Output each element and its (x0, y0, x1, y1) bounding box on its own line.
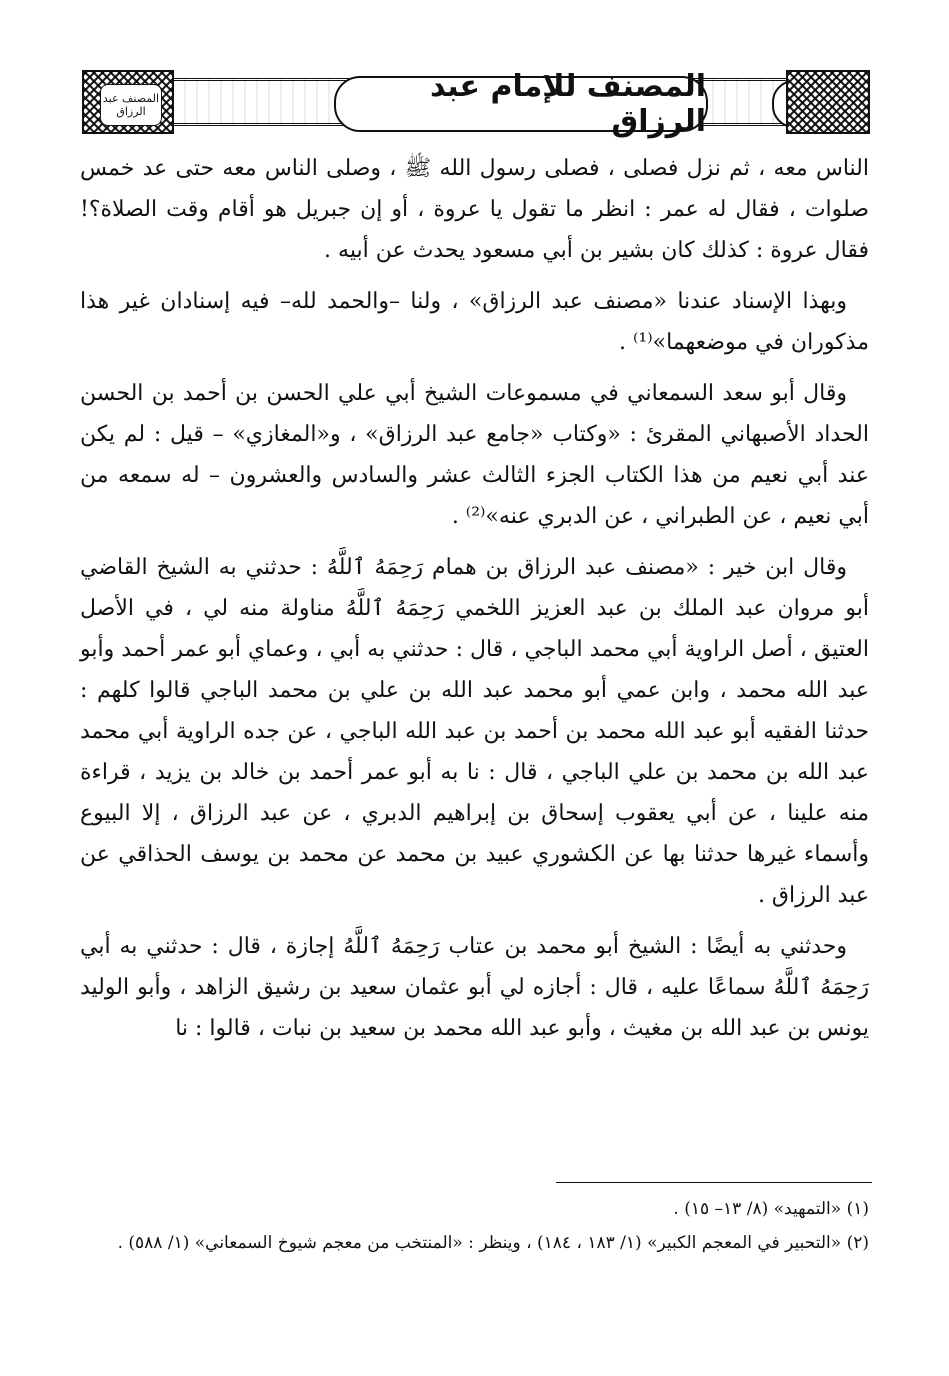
footnote-2: (٢) «التحبير في المعجم الكبير» (١/ ١٨٣ ، ١٨٤) ، وينظر : «المنتخب من معجم شيوخ السمعاني» (١/ ٥٨٨) . (117, 1233, 869, 1253)
main-text (80, 148, 869, 1059)
footnote-separator (556, 1182, 872, 1183)
header-ornament-right (786, 70, 870, 134)
book-title: المصنف للإمام عبد الرزاق (429, 69, 706, 139)
page-header (82, 69, 870, 139)
header-ornament-left (82, 70, 174, 134)
paragraph-2: وبهذا الإسناد عندنا «مصنف عبد الرزاق» ، ولنا –والحمد لله– فيه إسنادان غير هذا مذكوران في موضعهما»⁽¹⁾ . (80, 289, 869, 355)
paragraph-5: وحدثني به أيضًا : الشيخ أبو محمد بن عتاب رَحِمَهُ ٱللَّهُ إجازة ، قال : حدثني به أبي رَحِمَهُ ٱللَّهُ سماعًا عليه ، قال : أجازه لي أبو عثمان سعيد بن رشيق الزاهد ، وأبو الوليد يونس بن عبد الله بن مغيث ، وأبو عبد الله محمد بن سعيد بن نبات ، قالوا : نا (80, 934, 869, 1041)
paragraph-3: وقال أبو سعد السمعاني في مسموعات الشيخ أبي علي الحسن بن أحمد بن الحسن الحداد الأصبهاني المقرئ : «وكتاب «جامع عبد الرزاق» ، و«المغازي» – قيل : لم يكن عند أبي نعيم من هذا الكتاب الجزء الثالث عشر والسادس والعشرون – له سمعه من أبي نعيم ، عن الطبراني ، عن الدبري عنه»⁽²⁾ . (80, 381, 869, 529)
footnote-1: (١) «التمهيد» (٨/ ١٣– ١٥) . (673, 1199, 869, 1219)
header-title-frame (334, 69, 708, 139)
paragraph-1: الناس معه ، ثم نزل فصلى ، فصلى رسول الله ﷺ ، وصلى الناس معه حتى عد خمس صلوات ، فقال له عمر : انظر ما تقول يا عروة ، أو إن جبريل هو أقام وقت الصلاة؟! فقال عروة : كذلك كان بشير بن أبي مسعود يحدث عن أبيه . (80, 156, 869, 263)
header-seal-left: المصنف عبد الرزاق (100, 84, 162, 126)
footnotes (80, 1192, 869, 1260)
paragraph-4: وقال ابن خير : «مصنف عبد الرزاق بن همام رَحِمَهُ ٱللَّهُ : حدثني به الشيخ القاضي أبو مروان عبد الملك بن عبد العزيز اللخمي رَحِمَهُ ٱللَّهُ مناولة منه لي ، في الأصل العتيق ، أصل الراوية أبي محمد الباجي ، قال : حدثني به أبي ، وعماي أبو عمر أحمد وأبو عبد الله محمد ، وابن عمي أبو محمد عبد الله بن علي بن محمد الباجي قالوا كلهم : حدثنا الفقيه أبو عبد الله محمد بن أحمد بن عبد الله الباجي ، عن جده الراوية أبي محمد عبد الله بن محمد بن علي الباجي ، قال : نا به أبو عمر أحمد بن خالد بن يزيد ، قراءة منه علينا ، عن أبي يعقوب إسحاق بن إبراهيم الدبري ، عن عبد الرزاق ، إلا البيوع وأسماء غيرها حدثنا بها عن الكشوري عبيد بن محمد عن محمد بن يوسف الحذاقي عن عبد الرزاق . (80, 555, 869, 908)
